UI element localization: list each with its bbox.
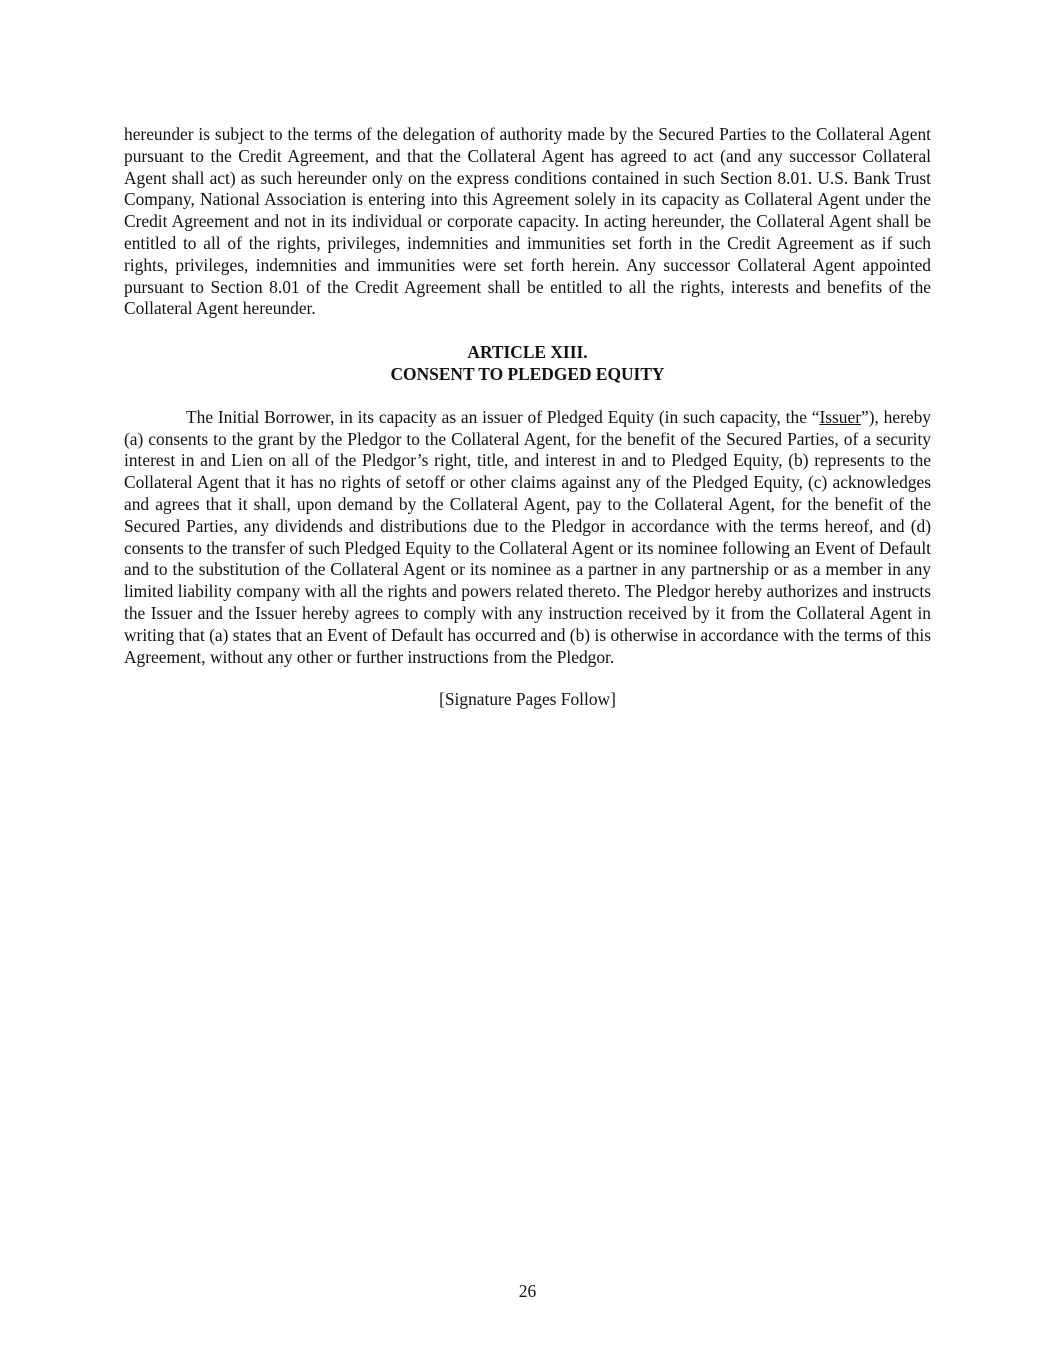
signature-pages-note: [Signature Pages Follow] [439, 689, 616, 710]
body-paragraph-consent [124, 407, 931, 669]
document-page [124, 124, 931, 711]
defined-term-issuer: Issuer [819, 406, 861, 427]
article-heading [124, 342, 931, 386]
consent-text-start: The Initial Borrower, in its capacity as an issuer of Pledged Equity (in such capacity, the “ [186, 406, 820, 427]
article-title: CONSENT TO PLEDGED EQUITY [390, 363, 665, 384]
body-paragraph-collateral-agent: hereunder is subject to the terms of the delegation of authority made by the Secured Parties to the Collateral Agent pursuant to the Credit Agreement, and that the Collateral Agent has agreed to act (and any successor Collateral Agent shall act) as such hereunder only on the express conditions contained in such Section 8.01. U.S. Bank Trust Company, National Association is entering into this Agreement solely in its capacity as Collateral Agent under the Credit Agreement and not in its individual or corporate capacity. In acting hereunder, the Collateral Agent shall be entitled to all of the rights, privileges, indemnities and immunities set forth in the Credit Agreement as if such rights, privileges, indemnities and immunities were set forth herein. Any successor Collateral Agent appointed pursuant to Section 8.01 of the Credit Agreement shall be entitled to all the rights, interests and benefits of the Collateral Agent hereunder. [124, 124, 931, 319]
consent-text-end: ”), hereby (a) consents to the grant by the Pledgor to the Collateral Agent, for the benefit of the Secured Parties, of a security interest in and Lien on all of the Pledgor’s right, title, and interest in and to Pledged Equity, (b) represents to the Collateral Agent that it has no rights of setoff or other claims against any of the Pledged Equity, (c) acknowledges and agrees that it shall, upon demand by the Collateral Agent, pay to the Collateral Agent, for the benefit of the Secured Parties, any dividends and distributions due to the Pledgor in accordance with the terms hereof, and (d) consents to the transfer of such Pledged Equity to the Collateral Agent or its nominee following an Event of Default and to the substitution of the Collateral Agent or its nominee as a partner in any partnership or as a member in any limited liability company with all the rights and powers related thereto. The Pledgor hereby authorizes and instructs the Issuer and the Issuer hereby agrees to comply with any instruction received by it from the Collateral Agent in writing that (a) states that an Event of Default has occurred and (b) is otherwise in accordance with the terms of this Agreement, without any other or further instructions from the Pledgor. [124, 406, 931, 667]
page-number: 26 [518, 1281, 537, 1301]
article-number: ARTICLE XIII. [467, 342, 588, 363]
